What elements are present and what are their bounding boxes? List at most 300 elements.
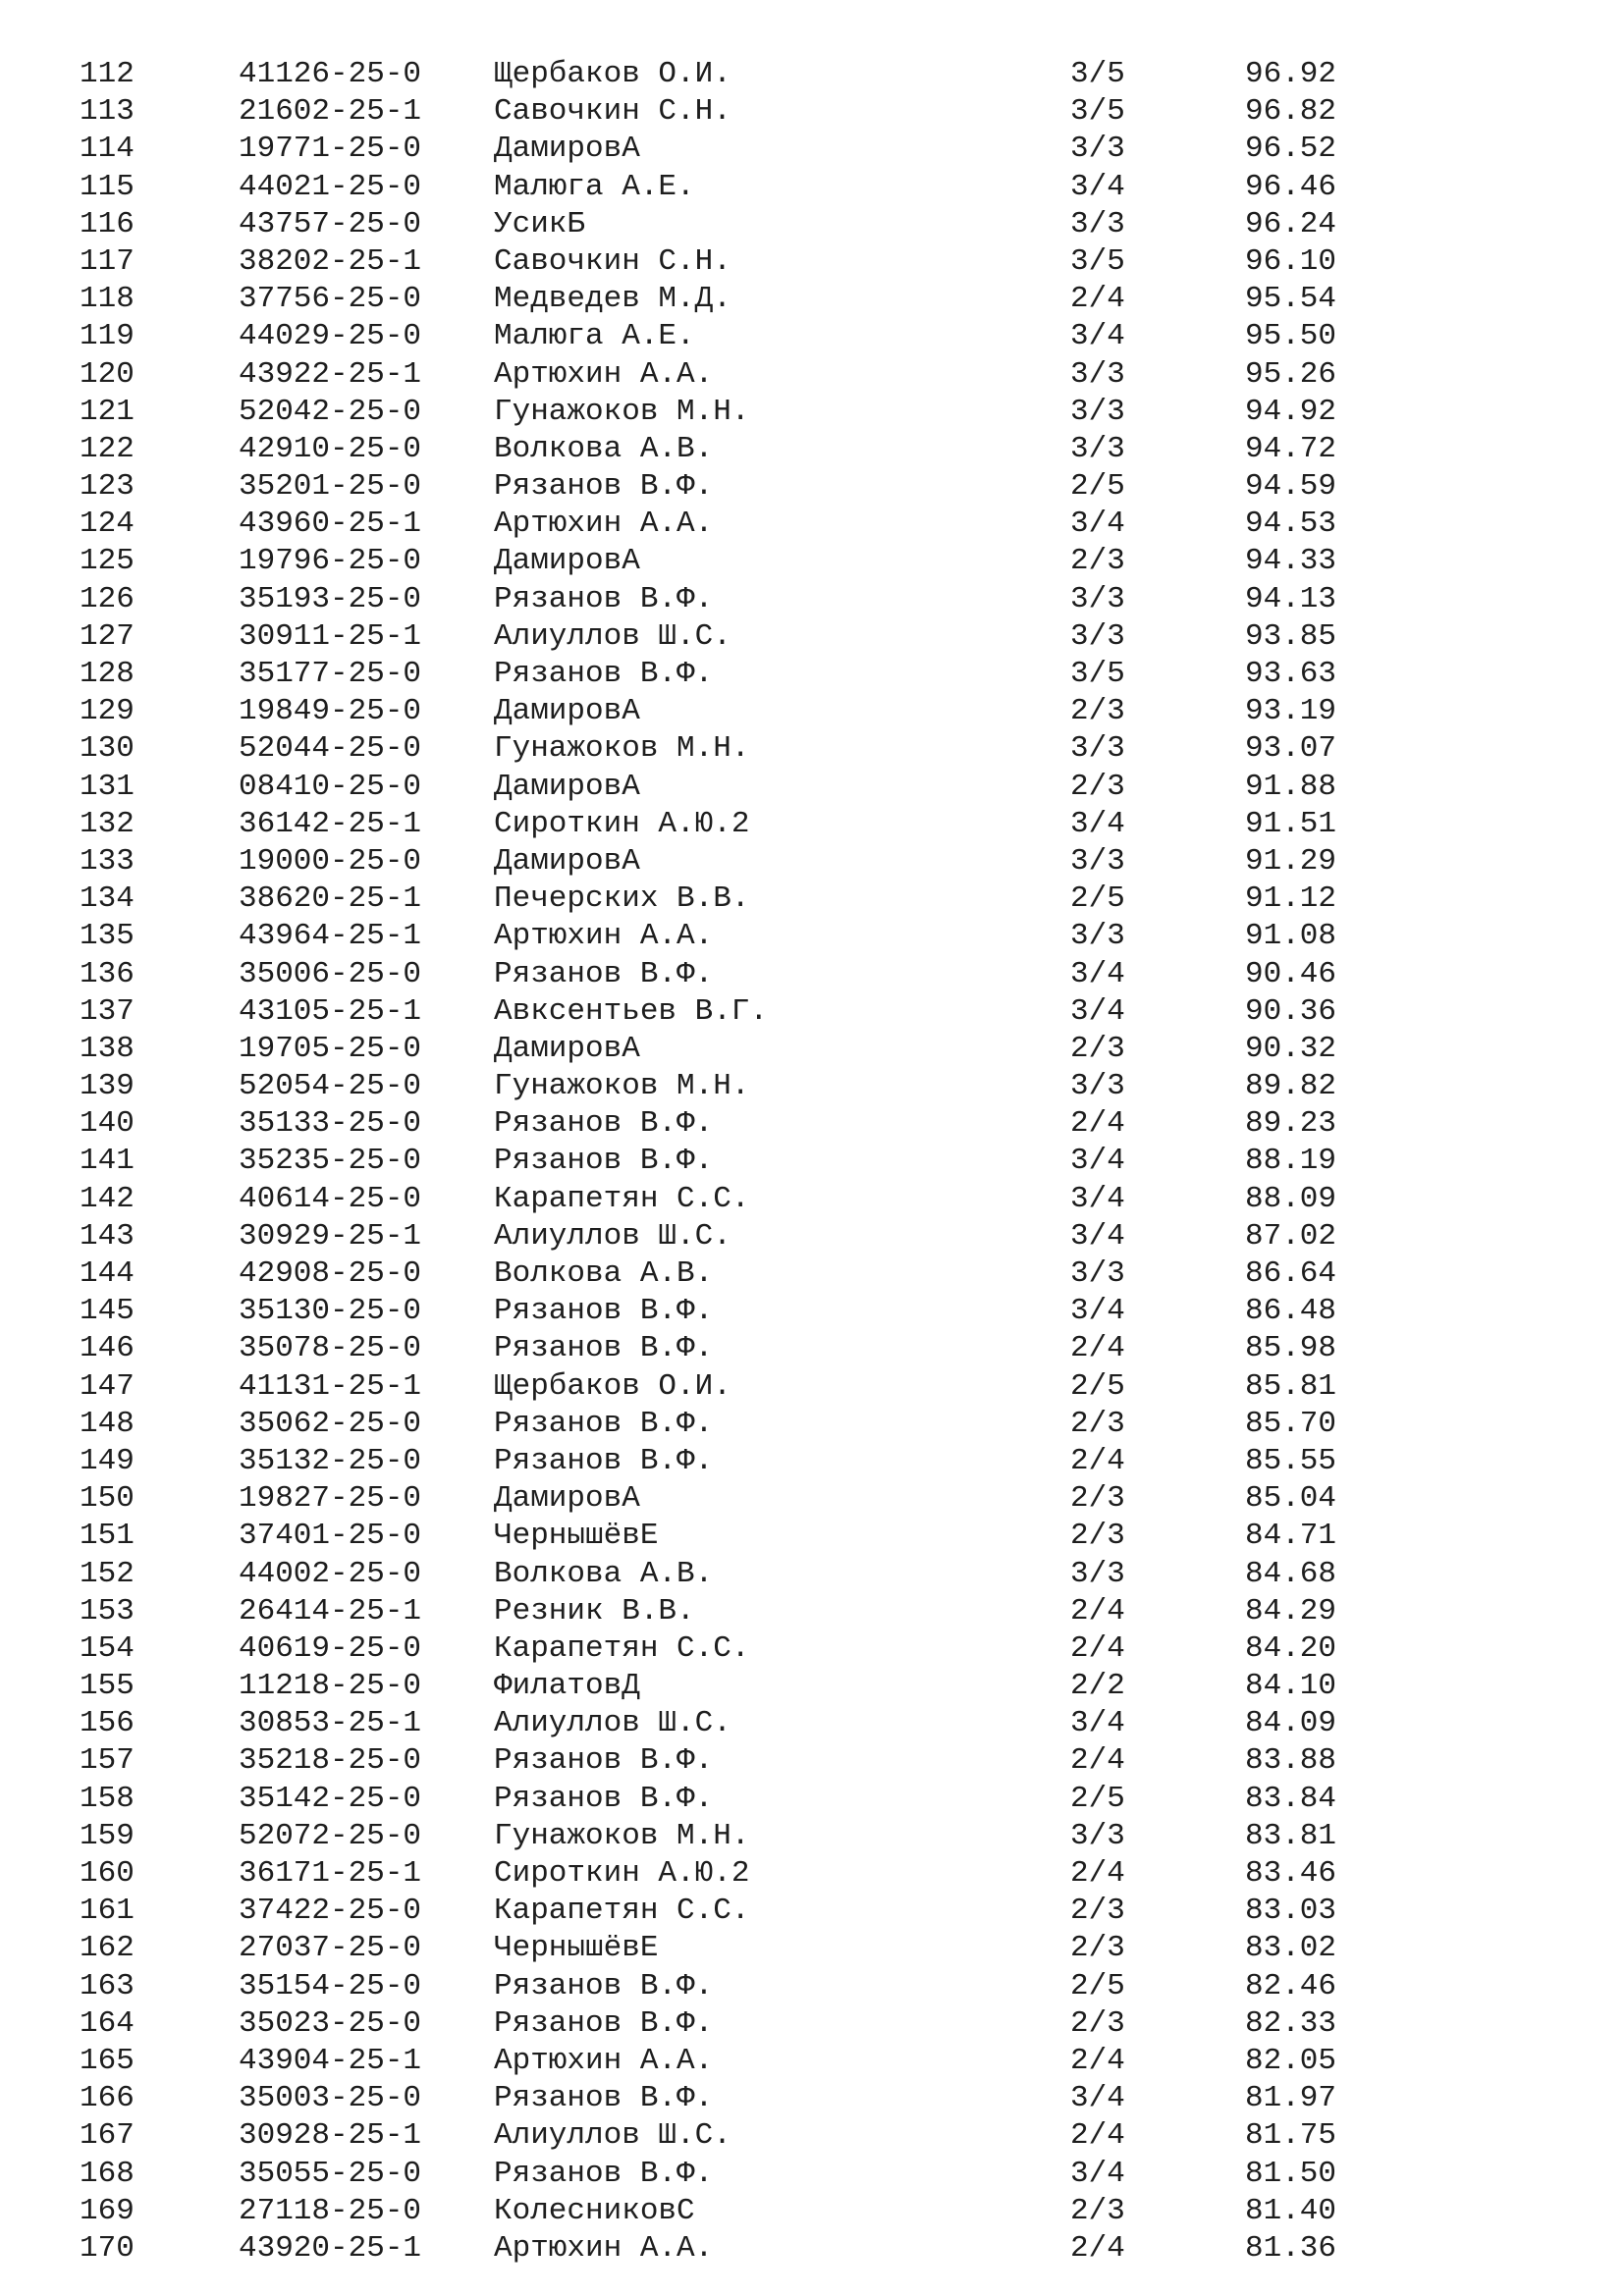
row-number: 148: [80, 1406, 135, 1441]
person-name: Рязанов В.Ф.: [494, 1106, 714, 1142]
person-name: Резник В.В.: [494, 1593, 695, 1629]
fraction-value: 3/3: [1070, 206, 1125, 241]
person-name: Алиуллов Ш.С.: [494, 2118, 731, 2154]
table-row: [0, 1893, 1624, 1930]
person-name: Авксентьев В.Г.: [494, 993, 769, 1029]
record-code: 35078-25-0: [239, 1331, 422, 1366]
row-number: 128: [80, 657, 135, 691]
score-value: 94.53: [1245, 507, 1337, 542]
person-name: УсикБ: [494, 206, 586, 241]
person-name: Гунажоков М.Н.: [494, 394, 750, 429]
table-row: [0, 693, 1624, 730]
table-row: [0, 131, 1624, 168]
fraction-value: 2/3: [1070, 1931, 1125, 1966]
table-row: [0, 431, 1624, 468]
score-value: 94.92: [1245, 394, 1337, 429]
score-value: 82.46: [1245, 1968, 1337, 2003]
person-name: Рязанов В.Ф.: [494, 1781, 714, 1816]
table-row: [0, 2080, 1624, 2117]
fraction-value: 3/4: [1070, 956, 1125, 991]
record-code: 42910-25-0: [239, 431, 422, 466]
score-value: 91.88: [1245, 769, 1337, 804]
record-code: 40614-25-0: [239, 1181, 422, 1216]
person-name: Карапетян С.С.: [494, 1894, 750, 1929]
table-row: [0, 243, 1624, 281]
fraction-value: 3/4: [1070, 1706, 1125, 1741]
record-code: 30911-25-1: [239, 618, 422, 654]
score-value: 93.63: [1245, 657, 1337, 691]
fraction-value: 3/5: [1070, 94, 1125, 130]
record-code: 38202-25-1: [239, 243, 422, 279]
score-value: 85.70: [1245, 1406, 1337, 1441]
table-row: [0, 1930, 1624, 1967]
score-value: 81.40: [1245, 2193, 1337, 2228]
fraction-value: 2/4: [1070, 1593, 1125, 1629]
record-code: 27037-25-0: [239, 1931, 422, 1966]
row-number: 155: [80, 1669, 135, 1704]
score-value: 84.10: [1245, 1669, 1337, 1704]
row-number: 162: [80, 1931, 135, 1966]
score-value: 87.02: [1245, 1218, 1337, 1254]
row-number: 134: [80, 881, 135, 917]
score-value: 85.55: [1245, 1443, 1337, 1478]
record-code: 30853-25-1: [239, 1706, 422, 1741]
record-code: 37756-25-0: [239, 282, 422, 317]
score-value: 90.36: [1245, 993, 1337, 1029]
row-number: 144: [80, 1256, 135, 1291]
score-value: 89.23: [1245, 1106, 1337, 1142]
person-name: Печерских В.В.: [494, 881, 750, 917]
person-name: Медведев М.Д.: [494, 282, 731, 317]
table-row: [0, 1781, 1624, 1818]
table-row: [0, 543, 1624, 580]
row-number: 142: [80, 1181, 135, 1216]
record-code: 41131-25-1: [239, 1368, 422, 1404]
table-row: [0, 318, 1624, 355]
fraction-value: 2/3: [1070, 1031, 1125, 1066]
score-value: 96.82: [1245, 94, 1337, 130]
table-row: [0, 2193, 1624, 2230]
row-number: 165: [80, 2043, 135, 2078]
person-name: Рязанов В.Ф.: [494, 2081, 714, 2116]
table-row: [0, 206, 1624, 243]
record-code: 40619-25-0: [239, 1630, 422, 1666]
row-number: 151: [80, 1519, 135, 1554]
table-row: [0, 1255, 1624, 1293]
record-code: 44002-25-0: [239, 1556, 422, 1591]
fraction-value: 2/3: [1070, 2005, 1125, 2041]
table-row: [0, 2156, 1624, 2193]
row-number: 136: [80, 956, 135, 991]
fraction-value: 3/3: [1070, 1556, 1125, 1591]
score-value: 96.52: [1245, 132, 1337, 167]
score-value: 91.12: [1245, 881, 1337, 917]
table-row: [0, 1556, 1624, 1593]
row-number: 138: [80, 1031, 135, 1066]
fraction-value: 2/3: [1070, 2193, 1125, 2228]
record-code: 52072-25-0: [239, 1818, 422, 1853]
row-number: 127: [80, 618, 135, 654]
fraction-value: 2/5: [1070, 881, 1125, 917]
row-number: 116: [80, 206, 135, 241]
row-number: 112: [80, 57, 135, 91]
row-number: 130: [80, 731, 135, 767]
table-row: [0, 1143, 1624, 1180]
fraction-value: 2/3: [1070, 1894, 1125, 1929]
fraction-value: 3/3: [1070, 1818, 1125, 1853]
person-name: Алиуллов Ш.С.: [494, 1218, 731, 1254]
record-code: 19849-25-0: [239, 694, 422, 729]
row-number: 168: [80, 2156, 135, 2191]
record-code: 36142-25-1: [239, 806, 422, 841]
row-number: 160: [80, 1856, 135, 1891]
record-code: 11218-25-0: [239, 1669, 422, 1704]
row-number: 156: [80, 1706, 135, 1741]
fraction-value: 3/5: [1070, 243, 1125, 279]
table-row: [0, 581, 1624, 618]
fraction-value: 3/3: [1070, 843, 1125, 879]
row-number: 147: [80, 1368, 135, 1404]
fraction-value: 3/3: [1070, 731, 1125, 767]
record-code: 19771-25-0: [239, 132, 422, 167]
record-code: 35142-25-0: [239, 1781, 422, 1816]
score-value: 86.48: [1245, 1294, 1337, 1329]
person-name: КолесниковС: [494, 2193, 695, 2228]
person-name: ДамировА: [494, 544, 640, 579]
row-number: 124: [80, 507, 135, 542]
table-row: [0, 2005, 1624, 2043]
record-code: 08410-25-0: [239, 769, 422, 804]
table-row: [0, 993, 1624, 1031]
score-value: 95.26: [1245, 356, 1337, 392]
table-row: [0, 93, 1624, 131]
person-name: ДамировА: [494, 1481, 640, 1517]
score-value: 94.33: [1245, 544, 1337, 579]
table-row: [0, 2117, 1624, 2155]
table-row: [0, 1293, 1624, 1330]
score-value: 93.85: [1245, 618, 1337, 654]
fraction-value: 2/4: [1070, 282, 1125, 317]
table-row: [0, 881, 1624, 918]
table-row: [0, 1480, 1624, 1518]
fraction-value: 3/5: [1070, 57, 1125, 91]
person-name: ДамировА: [494, 694, 640, 729]
fraction-value: 2/4: [1070, 1331, 1125, 1366]
score-value: 84.71: [1245, 1519, 1337, 1554]
record-code: 35133-25-0: [239, 1106, 422, 1142]
person-name: Сироткин А.Ю.2: [494, 1856, 750, 1891]
fraction-value: 2/4: [1070, 1630, 1125, 1666]
record-code: 43964-25-1: [239, 919, 422, 954]
fraction-value: 2/5: [1070, 469, 1125, 505]
fraction-value: 2/3: [1070, 769, 1125, 804]
score-value: 96.10: [1245, 243, 1337, 279]
person-name: Малюга А.Е.: [494, 169, 695, 204]
table-row: [0, 506, 1624, 543]
person-name: Щербаков О.И.: [494, 1368, 731, 1404]
table-row: [0, 1855, 1624, 1893]
fraction-value: 2/4: [1070, 1856, 1125, 1891]
score-value: 91.51: [1245, 806, 1337, 841]
person-name: Волкова А.В.: [494, 1556, 714, 1591]
row-number: 157: [80, 1743, 135, 1779]
score-value: 85.81: [1245, 1368, 1337, 1404]
record-code: 36171-25-1: [239, 1856, 422, 1891]
row-number: 117: [80, 243, 135, 279]
score-value: 90.32: [1245, 1031, 1337, 1066]
fraction-value: 2/3: [1070, 1406, 1125, 1441]
record-code: 19827-25-0: [239, 1481, 422, 1517]
person-name: Артюхин А.А.: [494, 2230, 714, 2266]
table-row: [0, 956, 1624, 993]
table-row: [0, 656, 1624, 693]
row-number: 158: [80, 1781, 135, 1816]
table-row: [0, 1968, 1624, 2005]
score-value: 84.20: [1245, 1630, 1337, 1666]
table-row: [0, 1443, 1624, 1480]
person-name: Савочкин С.Н.: [494, 94, 731, 130]
row-number: 132: [80, 806, 135, 841]
record-code: 35055-25-0: [239, 2156, 422, 2191]
record-code: 37401-25-0: [239, 1519, 422, 1554]
table-row: [0, 918, 1624, 955]
score-value: 93.19: [1245, 694, 1337, 729]
table-row: [0, 1068, 1624, 1105]
table-row: [0, 1181, 1624, 1218]
record-code: 43960-25-1: [239, 507, 422, 542]
table-row: [0, 1518, 1624, 1555]
fraction-value: 3/3: [1070, 394, 1125, 429]
score-value: 91.08: [1245, 919, 1337, 954]
score-value: 81.36: [1245, 2230, 1337, 2266]
table-row: [0, 618, 1624, 656]
fraction-value: 2/4: [1070, 1443, 1125, 1478]
record-code: 35177-25-0: [239, 657, 422, 691]
record-code: 30928-25-1: [239, 2118, 422, 2154]
fraction-value: 2/2: [1070, 1669, 1125, 1704]
score-value: 82.33: [1245, 2005, 1337, 2041]
fraction-value: 3/3: [1070, 431, 1125, 466]
row-number: 129: [80, 694, 135, 729]
fraction-value: 3/4: [1070, 1181, 1125, 1216]
score-value: 85.98: [1245, 1331, 1337, 1366]
person-name: Рязанов В.Ф.: [494, 1144, 714, 1179]
score-value: 94.72: [1245, 431, 1337, 466]
person-name: Рязанов В.Ф.: [494, 1743, 714, 1779]
fraction-value: 3/4: [1070, 1144, 1125, 1179]
score-value: 88.09: [1245, 1181, 1337, 1216]
score-value: 95.50: [1245, 319, 1337, 354]
row-number: 169: [80, 2193, 135, 2228]
record-code: 43920-25-1: [239, 2230, 422, 2266]
person-name: ДамировА: [494, 769, 640, 804]
table-row: [0, 1818, 1624, 1855]
record-code: 42908-25-0: [239, 1256, 422, 1291]
record-code: 43105-25-1: [239, 993, 422, 1029]
score-value: 84.09: [1245, 1706, 1337, 1741]
record-code: 35130-25-0: [239, 1294, 422, 1329]
fraction-value: 3/4: [1070, 319, 1125, 354]
record-code: 21602-25-1: [239, 94, 422, 130]
row-number: 145: [80, 1294, 135, 1329]
row-number: 123: [80, 469, 135, 505]
fraction-value: 2/5: [1070, 1781, 1125, 1816]
table-row: [0, 843, 1624, 881]
record-code: 43922-25-1: [239, 356, 422, 392]
person-name: Алиуллов Ш.С.: [494, 618, 731, 654]
table-row: [0, 1742, 1624, 1780]
fraction-value: 3/4: [1070, 1294, 1125, 1329]
score-value: 83.03: [1245, 1894, 1337, 1929]
person-name: Рязанов В.Ф.: [494, 469, 714, 505]
fraction-value: 2/4: [1070, 2230, 1125, 2266]
fraction-value: 3/3: [1070, 1256, 1125, 1291]
person-name: Рязанов В.Ф.: [494, 2005, 714, 2041]
record-code: 52042-25-0: [239, 394, 422, 429]
row-number: 126: [80, 581, 135, 616]
record-code: 35132-25-0: [239, 1443, 422, 1478]
table-row: [0, 281, 1624, 318]
person-name: Алиуллов Ш.С.: [494, 1706, 731, 1741]
row-number: 137: [80, 993, 135, 1029]
record-code: 35193-25-0: [239, 581, 422, 616]
person-name: Рязанов В.Ф.: [494, 1331, 714, 1366]
fraction-value: 2/5: [1070, 1368, 1125, 1404]
record-code: 35201-25-0: [239, 469, 422, 505]
person-name: Рязанов В.Ф.: [494, 657, 714, 691]
row-number: 164: [80, 2005, 135, 2041]
fraction-value: 2/4: [1070, 1743, 1125, 1779]
score-value: 83.02: [1245, 1931, 1337, 1966]
record-code: 52054-25-0: [239, 1069, 422, 1104]
table-row: [0, 1705, 1624, 1742]
person-name: Волкова А.В.: [494, 431, 714, 466]
row-number: 170: [80, 2230, 135, 2266]
person-name: Рязанов В.Ф.: [494, 581, 714, 616]
table-row: [0, 730, 1624, 768]
score-value: 84.29: [1245, 1593, 1337, 1629]
row-number: 114: [80, 132, 135, 167]
score-value: 83.81: [1245, 1818, 1337, 1853]
person-name: Малюга А.Е.: [494, 319, 695, 354]
score-value: 94.59: [1245, 469, 1337, 505]
score-value: 94.13: [1245, 581, 1337, 616]
record-code: 19796-25-0: [239, 544, 422, 579]
record-code: 52044-25-0: [239, 731, 422, 767]
table-row: [0, 1406, 1624, 1443]
record-code: 44021-25-0: [239, 169, 422, 204]
fraction-value: 3/4: [1070, 169, 1125, 204]
record-code: 43904-25-1: [239, 2043, 422, 2078]
row-number: 146: [80, 1331, 135, 1366]
score-value: 81.97: [1245, 2081, 1337, 2116]
fraction-value: 3/4: [1070, 2081, 1125, 2116]
record-code: 35154-25-0: [239, 1968, 422, 2003]
fraction-value: 3/5: [1070, 657, 1125, 691]
person-name: Рязанов В.Ф.: [494, 1294, 714, 1329]
person-name: ДамировА: [494, 1031, 640, 1066]
table-row: [0, 806, 1624, 843]
table-row: [0, 1218, 1624, 1255]
fraction-value: 3/3: [1070, 132, 1125, 167]
row-number: 118: [80, 282, 135, 317]
person-name: ЧернышёвЕ: [494, 1931, 659, 1966]
person-name: Гунажоков М.Н.: [494, 731, 750, 767]
record-code: 35006-25-0: [239, 956, 422, 991]
score-value: 93.07: [1245, 731, 1337, 767]
score-value: 81.50: [1245, 2156, 1337, 2191]
score-value: 85.04: [1245, 1481, 1337, 1517]
row-number: 161: [80, 1894, 135, 1929]
row-number: 159: [80, 1818, 135, 1853]
row-number: 141: [80, 1144, 135, 1179]
row-number: 167: [80, 2118, 135, 2154]
row-number: 149: [80, 1443, 135, 1478]
score-value: 88.19: [1245, 1144, 1337, 1179]
score-value: 96.24: [1245, 206, 1337, 241]
fraction-value: 2/3: [1070, 694, 1125, 729]
record-code: 41126-25-0: [239, 57, 422, 91]
row-number: 166: [80, 2081, 135, 2116]
row-number: 150: [80, 1481, 135, 1517]
person-name: Карапетян С.С.: [494, 1630, 750, 1666]
record-code: 26414-25-1: [239, 1593, 422, 1629]
fraction-value: 2/4: [1070, 2118, 1125, 2154]
fraction-value: 3/4: [1070, 993, 1125, 1029]
table-row: [0, 169, 1624, 206]
row-number: 154: [80, 1630, 135, 1666]
fraction-value: 3/4: [1070, 507, 1125, 542]
person-name: Рязанов В.Ф.: [494, 956, 714, 991]
person-name: ЧернышёвЕ: [494, 1519, 659, 1554]
record-code: 35062-25-0: [239, 1406, 422, 1441]
score-value: 86.64: [1245, 1256, 1337, 1291]
table-row: [0, 56, 1624, 93]
record-code: 27118-25-0: [239, 2193, 422, 2228]
row-number: 113: [80, 94, 135, 130]
score-value: 90.46: [1245, 956, 1337, 991]
person-name: Артюхин А.А.: [494, 356, 714, 392]
person-name: Щербаков О.И.: [494, 57, 731, 91]
person-name: Сироткин А.Ю.2: [494, 806, 750, 841]
table-row: [0, 1668, 1624, 1705]
person-name: Рязанов В.Ф.: [494, 1406, 714, 1441]
person-name: Рязанов В.Ф.: [494, 1443, 714, 1478]
record-code: 35218-25-0: [239, 1743, 422, 1779]
fraction-value: 3/3: [1070, 1069, 1125, 1104]
table-row: [0, 1368, 1624, 1406]
score-value: 96.92: [1245, 57, 1337, 91]
row-number: 143: [80, 1218, 135, 1254]
table-row: [0, 2043, 1624, 2080]
fraction-value: 2/4: [1070, 1106, 1125, 1142]
table-row: [0, 1593, 1624, 1630]
person-name: Карапетян С.С.: [494, 1181, 750, 1216]
person-name: Рязанов В.Ф.: [494, 1968, 714, 2003]
score-value: 84.68: [1245, 1556, 1337, 1591]
table-row: [0, 1630, 1624, 1668]
person-name: Рязанов В.Ф.: [494, 2156, 714, 2191]
fraction-value: 3/4: [1070, 806, 1125, 841]
fraction-value: 2/5: [1070, 1968, 1125, 2003]
person-name: Артюхин А.А.: [494, 919, 714, 954]
score-value: 83.46: [1245, 1856, 1337, 1891]
score-value: 95.54: [1245, 282, 1337, 317]
row-number: 122: [80, 431, 135, 466]
record-code: 43757-25-0: [239, 206, 422, 241]
person-name: Гунажоков М.Н.: [494, 1069, 750, 1104]
row-number: 119: [80, 319, 135, 354]
